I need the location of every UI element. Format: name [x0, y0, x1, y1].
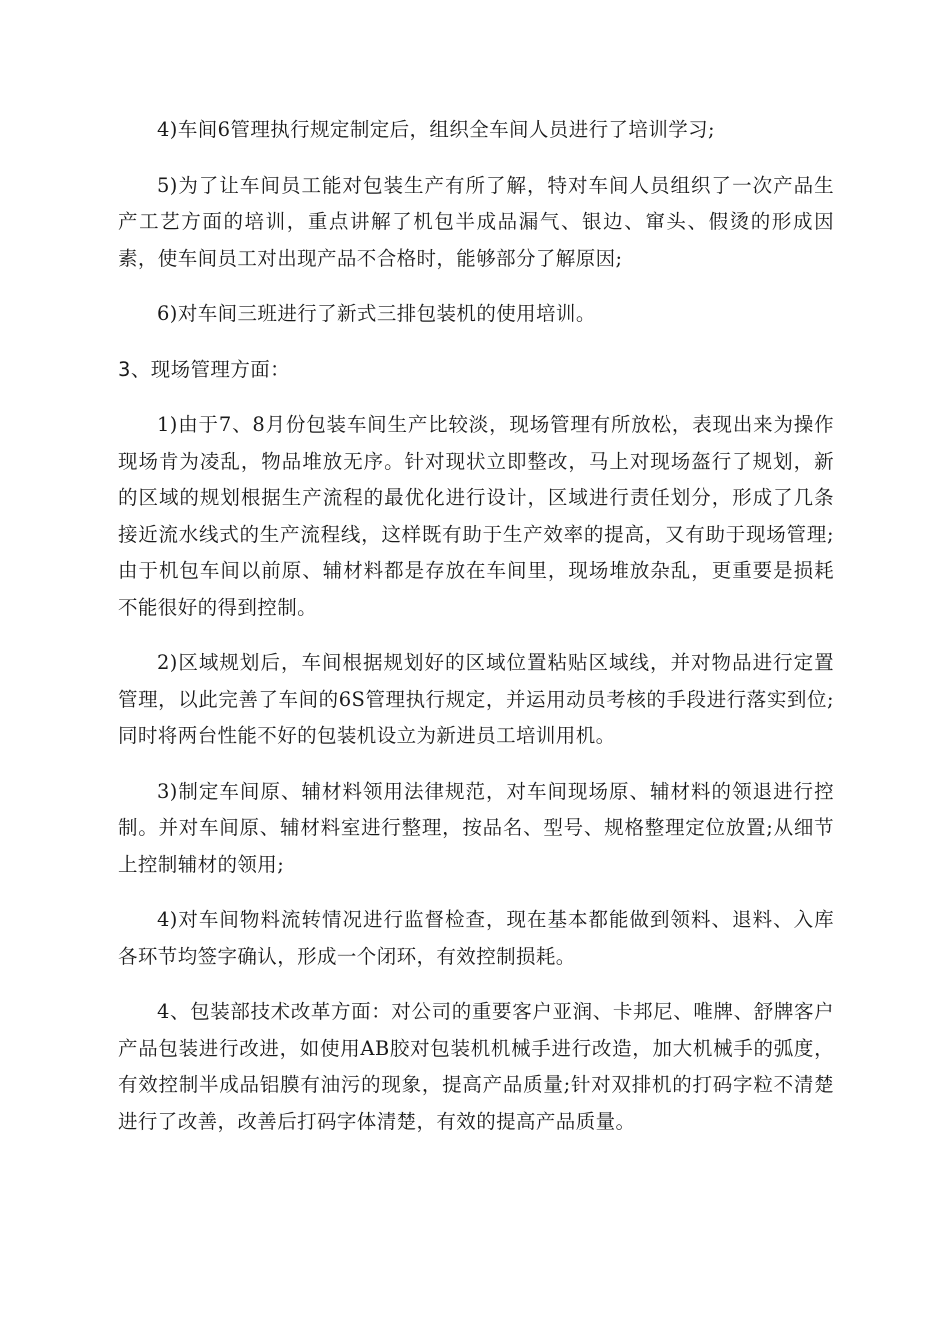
paragraph-material-rules: 3)制定车间原、辅材料领用法律规范，对车间现场原、辅材料的领退进行控制。并对车间原、辅材料室进行整理，按品名、型号、规格整理定位放置;从细节上控制辅材的领用;	[118, 779, 834, 876]
paragraph-machine-training: 6)对车间三班进行了新式三排包装机的使用培训。	[157, 302, 596, 325]
section-heading-text: 、现场管理方面：	[130, 357, 291, 381]
section-heading-number: 3	[118, 357, 131, 381]
section-heading-site-management	[118, 352, 834, 389]
document-body	[118, 112, 834, 1159]
paragraph-technical-reform: 4、包装部技术改革方面：对公司的重要客户亚润、卡邦尼、唯牌、舒牌客户产品包装进行改进，如使用AB胶对包装机机械手进行改造，加大机械手的弧度，有效控制半成品铝膜有油污的现象，提高产品质量;针对双排机的打码字粒不清楚进行了改善，改善后打码字体清楚，有效的提高产品质量。	[118, 1000, 834, 1133]
paragraph-process-training: 5)为了让车间员工能对包装生产有所了解，特对车间人员组织了一次产品生产工艺方面的培训，重点讲解了机包半成品漏气、银边、窜头、假烫的形成因素，使车间员工对出现产品不合格时，能够部分了解原因;	[118, 173, 834, 270]
paragraph-site-planning: 1)由于7、8月份包装车间生产比较淡，现场管理有所放松，表现出来为操作现场肯为凌乱，物品堆放无序。针对现状立即整改，马上对现场盔行了规划，新的区域的规划根据生产流程的最优化进行设计，区域进行责任划分，形成了几条接近流水线式的生产流程线，这样既有助于生产效率的提高，又有助于现场管理;由于机包车间以前原、辅材料都是存放在车间里，现场堆放杂乱，更重要是损耗不能很好的得到控制。	[118, 413, 834, 619]
paragraph-material-flow: 4)对车间物料流转情况进行监督检查，现在基本都能做到领料、退料、入库各环节均签字确认，形成一个闭环，有效控制损耗。	[118, 908, 834, 968]
paragraph-zone-marking: 2)区域规划后，车间根据规划好的区域位置粘贴区域线，并对物品进行定置管理，以此完善了车间的6S管理执行规定，并运用动员考核的手段进行落实到位;同时将两台性能不好的包装机设立为新进员工培训用机。	[118, 651, 834, 747]
paragraph-training-study: 4)车间6管理执行规定制定后，组织全车间人员进行了培训学习;	[157, 118, 715, 141]
